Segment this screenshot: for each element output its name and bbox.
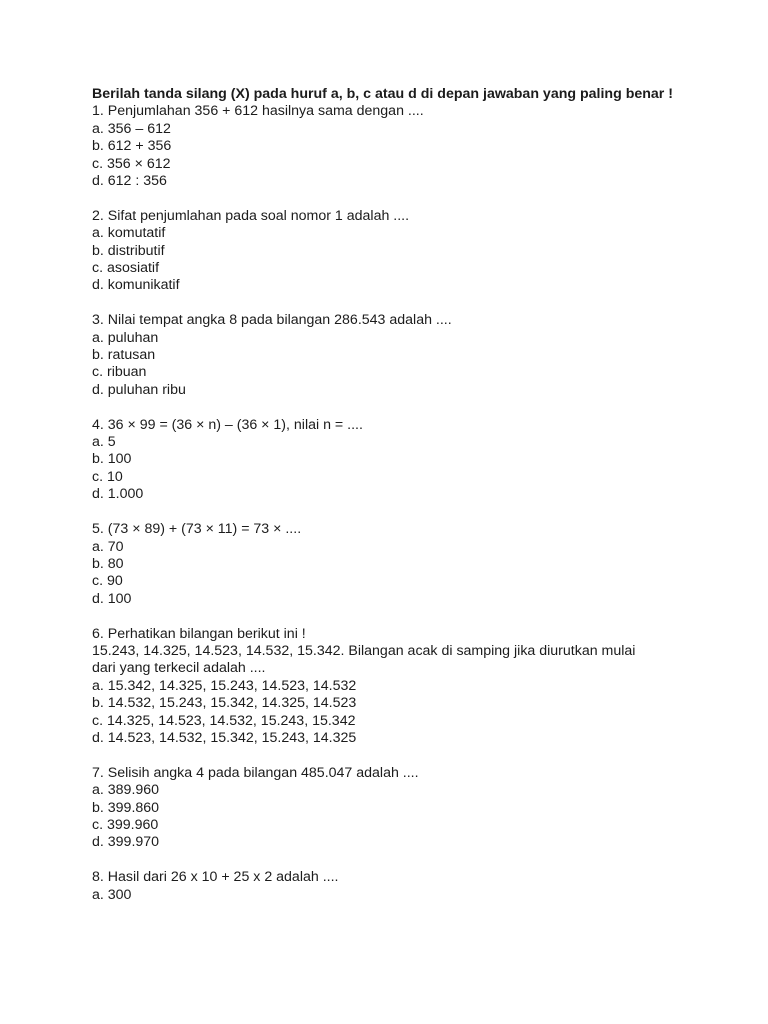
question-text: 15.243, 14.325, 14.523, 14.532, 15.342. Bilangan acak di samping jika diurutkan mulai	[92, 642, 636, 659]
answer-option: a. 70	[92, 538, 124, 555]
question-text: 2. Sifat penjumlahan pada soal nomor 1 adalah ....	[92, 207, 410, 224]
question-1	[92, 103, 692, 190]
answer-option: c. 14.325, 14.523, 14.532, 15.243, 15.342	[92, 712, 356, 729]
question-7	[92, 765, 692, 852]
answer-option: b. 612 + 356	[92, 138, 172, 155]
answer-option: b. 80	[92, 555, 124, 572]
answer-option: b. distributif	[92, 242, 165, 259]
answer-option: a. 356 – 612	[92, 120, 171, 137]
answer-option: d. 14.523, 14.532, 15.342, 15.243, 14.325	[92, 729, 357, 746]
answer-option: d. puluhan ribu	[92, 381, 186, 398]
answer-option: c. 90	[92, 573, 123, 590]
answer-option: c. 10	[92, 468, 123, 485]
answer-option: d. 612 : 356	[92, 173, 167, 190]
question-4	[92, 417, 692, 504]
instruction-text: Berilah tanda silang (X) pada huruf a, b, c atau d di depan jawaban yang paling benar !	[92, 86, 673, 102]
answer-option: b. ratusan	[92, 347, 156, 364]
answer-option: d. 399.970	[92, 834, 160, 851]
answer-option: b. 100	[92, 451, 132, 468]
question-text: 4. 36 × 99 = (36 × n) – (36 × 1), nilai n = ....	[92, 416, 363, 433]
question-text: 8. Hasil dari 26 x 10 + 25 x 2 adalah ....	[92, 869, 339, 886]
question-text: 7. Selisih angka 4 pada bilangan 485.047 adalah ....	[92, 764, 419, 781]
answer-option: a. puluhan	[92, 329, 159, 346]
answer-option: b. 14.532, 15.243, 15.342, 14.325, 14.523	[92, 695, 357, 712]
question-2	[92, 208, 692, 295]
question-3	[92, 312, 692, 399]
question-list	[92, 103, 692, 904]
question-text: dari yang terkecil adalah ....	[92, 660, 266, 677]
answer-option: c. 399.960	[92, 816, 159, 833]
answer-option: d. 1.000	[92, 486, 144, 503]
question-text: 6. Perhatikan bilangan berikut ini !	[92, 625, 306, 642]
answer-option: a. 15.342, 14.325, 15.243, 14.523, 14.532	[92, 677, 357, 694]
question-8	[92, 869, 692, 904]
answer-option: d. 100	[92, 590, 132, 607]
question-text: 3. Nilai tempat angka 8 pada bilangan 286.543 adalah ....	[92, 312, 452, 329]
answer-option: d. komunikatif	[92, 277, 180, 294]
question-5	[92, 521, 692, 608]
question-text: 5. (73 × 89) + (73 × 11) = 73 × ....	[92, 521, 302, 538]
question-6	[92, 626, 692, 748]
answer-option: a. 5	[92, 434, 116, 451]
answer-option: b. 399.860	[92, 799, 160, 816]
answer-option: c. 356 × 612	[92, 155, 171, 172]
answer-option: a. komutatif	[92, 225, 166, 242]
answer-option: c. ribuan	[92, 364, 147, 381]
answer-option: c. asosiatif	[92, 260, 160, 277]
answer-option: a. 389.960	[92, 782, 160, 799]
document-page	[92, 86, 692, 921]
question-text: 1. Penjumlahan 356 + 612 hasilnya sama dengan ....	[92, 103, 424, 120]
answer-option: a. 300	[92, 886, 132, 903]
